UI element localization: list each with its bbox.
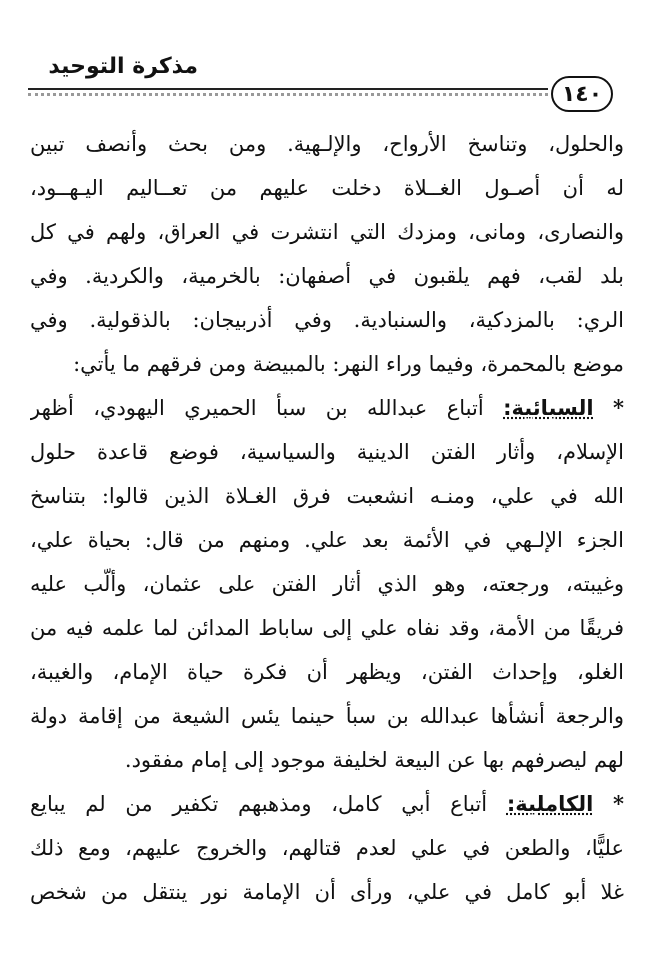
line-text: غلا أبو كامل في علي، ورأى أن الإمامة نور ينتقل من شخص bbox=[30, 880, 624, 904]
line-text: وغيبته، ورجعته، وهو الذي أثار الفتن على عثمان، وألّب عليه bbox=[30, 572, 624, 596]
line-text: لهم ليصرفهم بها عن البيعة لخليفة موجود إلى إمام مفقود. bbox=[124, 748, 624, 772]
line-text: الإسلام، وأثار الفتن الدينية والسياسية، فوضع قاعدة حلول bbox=[30, 440, 624, 464]
text-line bbox=[30, 870, 624, 914]
line-text: عليًّا، والطعن في علي لعدم قتالهم، والخروج عليهم، ومع ذلك bbox=[30, 836, 624, 860]
asterisk-icon: * bbox=[613, 791, 624, 816]
line-text: فريقًا من الأمة، وقد نفاه علي إلى ساباط المدائن لما علمه فيه من bbox=[30, 616, 624, 640]
text-line bbox=[30, 298, 624, 342]
text-line bbox=[30, 782, 624, 826]
line-text: الغلو، وإحداث الفتن، ويظهر أن فكرة حياة الإمام، والغيبة، bbox=[30, 660, 624, 684]
text-line bbox=[30, 166, 624, 210]
line-text: بلد لقب، فهم يلقبون في أصفهان: بالخرمية، والكردية. وفي bbox=[30, 264, 624, 288]
book-title: مذكرة التوحيد bbox=[48, 54, 198, 79]
header-dotted-rule bbox=[28, 93, 548, 96]
line-text: أتباع أبي كامل، ومذهبهم تكفير من لم يبايع bbox=[30, 792, 488, 816]
header-rule bbox=[28, 88, 548, 90]
text-line bbox=[30, 342, 624, 386]
page-number: ١٤٠ bbox=[551, 76, 613, 112]
line-text: الله في علي، ومنـه انشعبت فرق الغـلاة الذين قالوا: بتناسخ bbox=[30, 484, 624, 508]
text-line bbox=[30, 210, 624, 254]
text-line bbox=[30, 254, 624, 298]
line-text: والرجعة أنشأها عبدالله بن سبأ حينما يئس الشيعة من إقامة دولة bbox=[30, 704, 624, 728]
line-text: الري: بالمزدكية، والسنبادية. وفي أذربيجان: بالذقولية. وفي bbox=[30, 308, 624, 332]
line-text: أتباع عبدالله بن سبأ الحميري اليهودي، أظهر bbox=[30, 396, 484, 420]
page-header bbox=[28, 48, 638, 108]
line-text: الجزء الإلـهي في الأئمة بعد علي. ومنهم من قال: بحياة علي، bbox=[30, 528, 624, 552]
text-line bbox=[30, 650, 624, 694]
sect-term: الكاملية: bbox=[506, 792, 594, 816]
text-line bbox=[30, 694, 624, 738]
asterisk-icon: * bbox=[613, 395, 624, 420]
text-line bbox=[30, 738, 624, 782]
text-line bbox=[30, 430, 624, 474]
body-text bbox=[30, 122, 624, 914]
text-line bbox=[30, 122, 624, 166]
text-line bbox=[30, 562, 624, 606]
line-text: والنصارى، ومانى، ومزدك التي انتشرت في العراق، ولهم في كل bbox=[30, 220, 624, 244]
sect-term: السبائية: bbox=[503, 396, 594, 420]
text-line bbox=[30, 386, 624, 430]
text-line bbox=[30, 474, 624, 518]
line-text: موضع بالمحمرة، وفيما وراء النهر: بالمبيضة ومن فرقهم ما يأتي: bbox=[73, 352, 624, 376]
text-line bbox=[30, 518, 624, 562]
line-text: له أن أصـول الغــلاة دخلت عليهم من تعــاليم اليـهــود، bbox=[30, 176, 624, 200]
text-line bbox=[30, 826, 624, 870]
line-text: والحلول، وتناسخ الأرواح، والإلـهية. ومن بحث وأنصف تبين bbox=[30, 132, 624, 156]
text-line bbox=[30, 606, 624, 650]
